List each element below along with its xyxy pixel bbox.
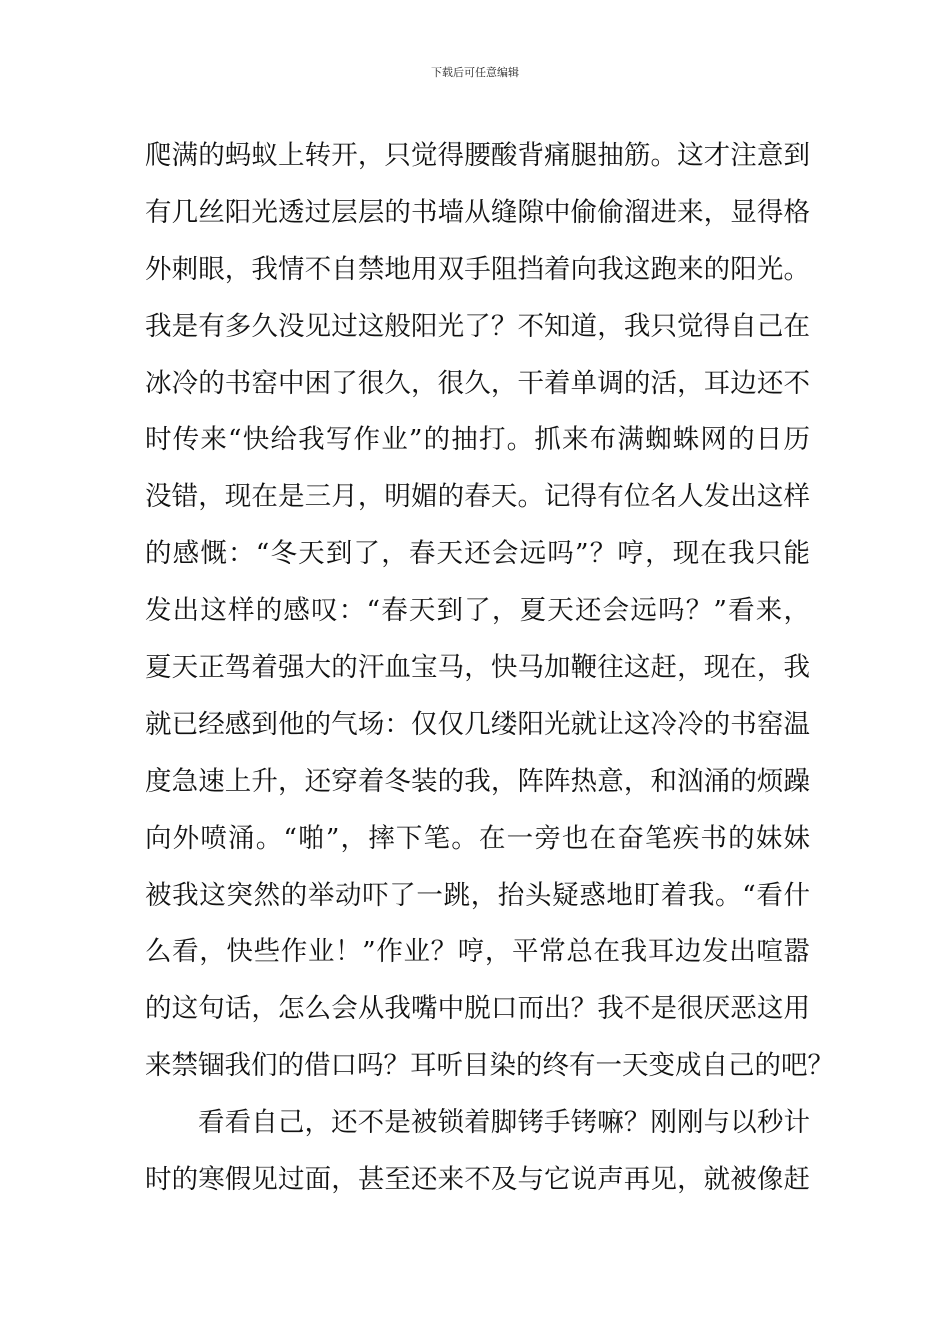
text-line: 来禁锢我们的借口吗？耳听目染的终有一天变成自己的吧？ bbox=[145, 1050, 834, 1082]
text-line: 时的寒假见过面，甚至还来不及与它说声再见，就被像赶 bbox=[145, 1164, 810, 1196]
text-line: 冰冷的书窑中困了很久，很久，干着单调的活，耳边还不 bbox=[145, 367, 810, 399]
paragraph-1 bbox=[145, 128, 834, 1095]
text-line: 有几丝阳光透过层层的书墙从缝隙中偷偷溜进来，显得格 bbox=[145, 196, 810, 228]
text-line: 的这句话，怎么会从我嘴中脱口而出？我不是很厌恶这用 bbox=[145, 993, 810, 1025]
text-line: 向外喷涌。“啪”，摔下笔。在一旁也在奋笔疾书的妹妹 bbox=[145, 822, 810, 854]
body-text bbox=[145, 128, 834, 1209]
text-line: 没错，现在是三月，明媚的春天。记得有位名人发出这样 bbox=[145, 481, 810, 513]
text-line: 时传来“快给我写作业”的抽打。抓来布满蜘蛛网的日历 bbox=[145, 424, 810, 456]
text-line: 爬满的蚂蚁上转开，只觉得腰酸背痛腿抽筋。这才注意到 bbox=[145, 140, 810, 171]
text-line: 被我这突然的举动吓了一跳，抬头疑惑地盯着我。“看什 bbox=[145, 879, 810, 911]
page-header: 下载后可任意编辑 bbox=[431, 66, 519, 79]
text-line: 度急速上升，还穿着冬装的我，阵阵热意，和汹涌的烦躁 bbox=[145, 765, 810, 797]
text-line: 么看，快些作业！”作业？哼，平常总在我耳边发出喧嚣 bbox=[145, 936, 810, 968]
text-line: 发出这样的感叹：“春天到了，夏天还会远吗？”看来， bbox=[145, 595, 810, 627]
text-line: 外刺眼，我情不自禁地用双手阻挡着向我这跑来的阳光。 bbox=[145, 253, 810, 285]
text-line: 的感慨：“冬天到了，春天还会远吗”？哼，现在我只能 bbox=[145, 538, 810, 570]
paragraph-2 bbox=[145, 1095, 810, 1209]
text-line: 我是有多久没见过这般阳光了？不知道，我只觉得自己在 bbox=[145, 310, 810, 342]
text-line: 就已经感到他的气场：仅仅几缕阳光就让这冷冷的书窑温 bbox=[145, 708, 810, 740]
text-line: 夏天正驾着强大的汗血宝马，快马加鞭往这赶，现在，我 bbox=[145, 652, 810, 684]
text-line: 看看自己，还不是被锁着脚铐手铐嘛？刚刚与以秒计 bbox=[198, 1107, 810, 1139]
